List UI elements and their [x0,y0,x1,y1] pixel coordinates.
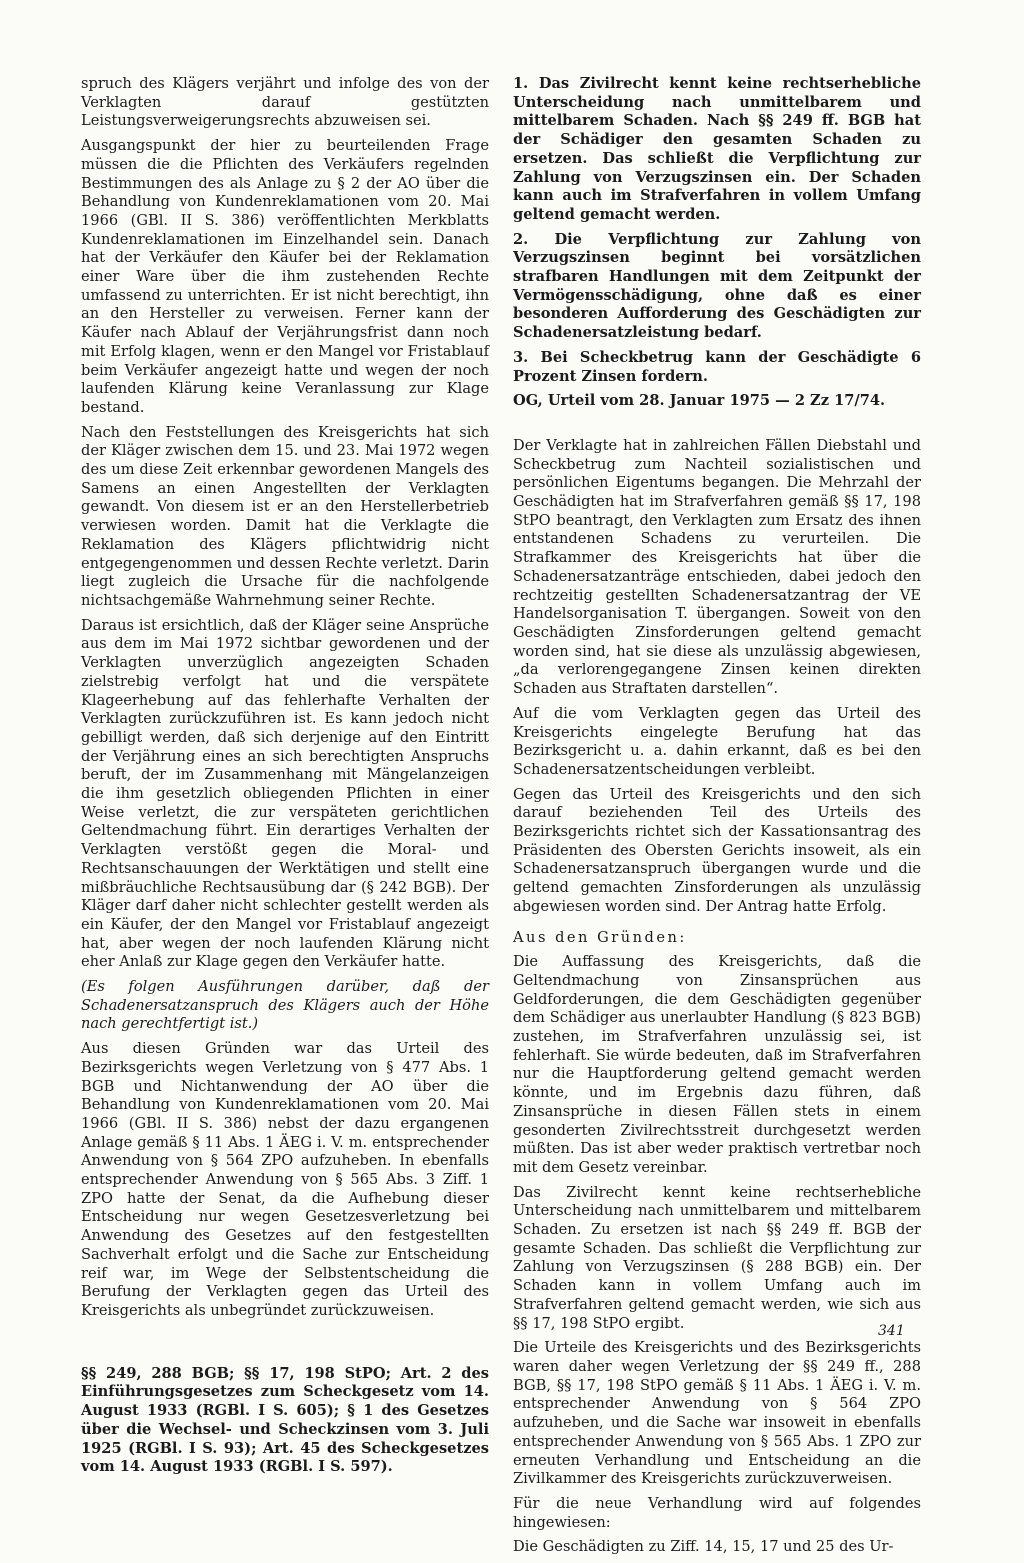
right-paragraph-7: Für die neue Verhandlung wird auf folgendes hingewiesen: [513,1494,921,1531]
page-number: 341 [878,1323,905,1339]
left-column [81,75,489,1483]
left-paragraph-5-editorial-note: (Es folgen Ausführungen darüber, daß der Schadenersatzanspruch des Klägers auch der Höhe nach gerechtfertigt ist.) [81,978,489,1033]
section-heading: Aus den Gründen: [513,928,687,946]
right-paragraph-5: Das Zivilrecht kennt keine rechtserhebliche Unterscheidung nach unmittelbarem und mittelbarem Schaden. Zu ersetzen ist nach §§ 249 ff. BGB der gesamte Schaden. Das schließt die Verpflichtung zur Zahlung von Verzugszinsen (§ 288 BGB) ein. Der Schaden kann in vollem Umfang auch im Strafverfahren geltend gemacht werden, wie sich aus §§ 17, 198 StPO ergibt. [513,1183,921,1332]
right-paragraph-8: Die Geschädigten zu Ziff. 14, 15, 17 und 25 des Ur- [513,1538,894,1556]
left-paragraph-3: Nach den Feststellungen des Kreisgerichts hat sich der Kläger zwischen dem 15. und 23. Mai 1972 wegen des um diese Zeit erkennbar gewordenen Mangels des Samens an einen Angestellten der Verklagten gewandt. Von diesem ist er an den Herstellerbetrieb verwiesen worden. Damit hat die Verklagte die Reklamation des Klägers pflichtwidrig nicht entgegengenommen und dessen Rechte verletzt. Darin liegt zugleich die Ursache für die nachfolgende nichtsachgemäße Wahrnehmung seiner Rechte. [81,423,489,609]
left-paragraph-1: spruch des Klägers verjährt und infolge des von der Verklagten darauf gestützten Leistungsverweigerungsrechts abzuweisen sei. [81,75,489,130]
right-paragraph-6: Die Urteile des Kreisgerichts und des Bezirksgerichts waren daher wegen Verletzung der §§ 249 ff., 288 BGB, §§ 17, 198 StPO gemäß § 11 Abs. 1 ÄEG i. V. m. entsprechender Anwendung von § 564 ZPO aufzuheben, und die Sache war insoweit in ebenfalls entsprechender Anwendung von § 565 Abs. 1 ZPO zur erneuten Verhandlung und Entscheidung an die Zivilkammer des Kreisgerichts zurückzuverweisen. [513,1339,921,1488]
decision-reference: OG, Urteil vom 28. Januar 1975 — 2 Zz 17/74. [513,392,886,410]
right-paragraph-3: Gegen das Urteil des Kreisgerichts und den sich darauf beziehenden Teil des Urteils des Bezirksgerichts richtet sich der Kassationsantrag des Präsidenten des Obersten Gerichts insoweit, als ein Schadenersatzanspruch übergangen wurde und die geltend gemachten Zinsforderungen als unzulässig abgewiesen worden sind. Der Antrag hatte Erfolg. [513,785,921,915]
left-paragraph-2: Ausgangspunkt der hier zu beurteilenden Frage müssen die die Pflichten des Verkäufers regelnden Bestimmungen des als Anlage zu § 2 der AO über die Behandlung von Kundenreklamationen vom 20. Mai 1966 (GBl. II S. 386) veröffentlichten Merkblatts Kundenreklamationen im Einzelhandel sein. Danach hat der Verkäufer den Käufer bei der Reklamation einer Ware über die ihm zustehenden Rechte umfassend zu unterrichten. Er ist nicht berechtigt, ihn an den Hersteller zu verweisen. Ferner kann der Käufer nach Ablauf der Verjährungsfrist dann noch mit Erfolg klagen, wenn er den Mangel vor Fristablauf beim Verkäufer angezeigt hatte und wegen der noch laufenden Klärung keine Veranlassung zur Klage bestand. [81,137,489,416]
right-paragraph-2: Auf die vom Verklagten gegen das Urteil des Kreisgerichts eingelegte Berufung hat das Bezirksgericht u. a. dahin erkannt, daß es bei den Schadenersatzentscheidungen verbleibt. [513,704,921,778]
headnote-2: 2. Die Verpflichtung zur Zahlung von Verzugszinsen beginnt bei vorsätzlichen strafbaren Handlungen mit dem Zeitpunkt der Vermögensschädigung, ohne daß es einer besonderen Aufforderung des Geschädigten zur Schadenersatzleistung bedarf. [513,230,921,342]
headnote-1: 1. Das Zivilrecht kennt keine rechtserhebliche Unterscheidung nach unmittelbarem und mittelbarem Schaden. Nach §§ 249 ff. BGB hat der Schädiger den gesamten Schaden zu ersetzen. Das schließt die Verpflichtung zur Zahlung von Verzugszinsen ein. Der Schaden kann auch im Strafverfahren in vollem Umfang geltend gemacht werden. [513,75,921,223]
statute-citation: §§ 249, 288 BGB; §§ 17, 198 StPO; Art. 2 des Einführungsgesetzes zum Scheckgesetz vom 14. August 1933 (RGBl. I S. 605); § 1 des Gesetzes über die Wechsel- und Scheckzinsen vom 3. Juli 1925 (RGBl. I S. 93); Art. 45 des Scheckgesetzes vom 14. August 1933 (RGBl. I S. 597). [81,1364,489,1476]
left-paragraph-4: Daraus ist ersichtlich, daß der Kläger seine Ansprüche aus dem im Mai 1972 sichtbar gewordenen und der Verklagten unverzüglich angezeigten Schaden zielstrebig verfolgt hat und die verspätete Klageerhebung auf das fehlerhafte Verhalten der Verklagten zurückzuführen ist. Es kann jedoch nicht gebilligt werden, daß sich derjenige auf den Eintritt der Verjährung eines an sich berechtigten Anspruchs beruft, der im Zusammenhang mit Mängelanzeigen die ihm gesetzlich obliegenden Pflichten in einer Weise verletzt, die zur verspäteten gerichtlichen Geltendmachung führt. Ein derartiges Verhalten der Verklagten verstößt gegen die Moral- und Rechtsanschauungen der Werktätigen und stellt eine mißbräuchliche Rechtsausübung dar (§ 242 BGB). Der Kläger darf daher nicht schlechter gestellt werden als ein Käufer, der den Mangel vor Fristablauf angezeigt hat, aber wegen der noch laufenden Klärung nicht eher Anlaß zur Klage gegen den Verkäufer hatte. [81,616,489,971]
right-paragraph-1: Der Verklagte hat in zahlreichen Fällen Diebstahl und Scheckbetrug zum Nachteil sozialistischen und persönlichen Eigentums begangen. Die Mehrzahl der Geschädigten hat im Strafverfahren gemäß §§ 17, 198 StPO beantragt, den Verklagten zum Ersatz des ihnen entstandenen Schadens zu verurteilen. Die Strafkammer des Kreisgerichts hat über die Schadenersatzanträge entschieden, dabei jedoch den rechtzeitig gestellten Schadenersatzantrag der VE Handelsorganisation T. übergangen. Soweit von den Geschädigten Zinsforderungen geltend gemacht worden sind, hat sie diese als unzulässig abgewiesen, „da verlorengegangene Zinsen keinen direkten Schaden aus Straftaten darstellen“. [513,436,921,698]
right-paragraph-4: Die Auffassung des Kreisgerichts, daß die Geltendmachung von Zinsansprüchen aus Geldforderungen, die dem Geschädigten gegenüber dem Schädiger aus unerlaubter Handlung (§ 823 BGB) zustehen, im Strafverfahren unzulässig sei, ist fehlerhaft. Sie würde bedeuten, daß im Strafverfahren nur die Hauptforderung geltend gemacht werden könnte, und im Ergebnis dazu führen, daß Zinsansprüche in diesen Fällen stets in einem gesonderten Zivilrechtsstreit durchgesetzt werden müßten. Das ist aber weder praktisch vertretbar noch mit dem Gesetz vereinbar. [513,953,921,1176]
left-paragraph-6: Aus diesen Gründen war das Urteil des Bezirksgerichts wegen Verletzung von § 477 Abs. 1 BGB und Nichtanwendung der AO über die Behandlung von Kundenreklamationen vom 20. Mai 1966 (GBl. II S. 386) nebst der dazu ergangenen Anlage gemäß § 11 Abs. 1 ÄEG i. V. m. entsprechender Anwendung von § 564 ZPO aufzuheben. In ebenfalls entsprechender Anwendung von § 565 Abs. 3 Ziff. 1 ZPO hatte der Senat, da die Aufhebung dieser Entscheidung nur wegen Gesetzesverletzung bei Anwendung des Gesetzes auf den festgestellten Sachverhalt erfolgt und die Sache zur Entscheidung reif war, im Wege der Selbstentscheidung die Berufung der Verklagten gegen das Urteil des Kreisgerichts als unbegründet zurückzuweisen. [81,1040,489,1319]
right-column [513,75,921,1563]
headnote-3: 3. Bei Scheckbetrug kann der Geschädigte 6 Prozent Zinsen fordern. [513,348,921,385]
